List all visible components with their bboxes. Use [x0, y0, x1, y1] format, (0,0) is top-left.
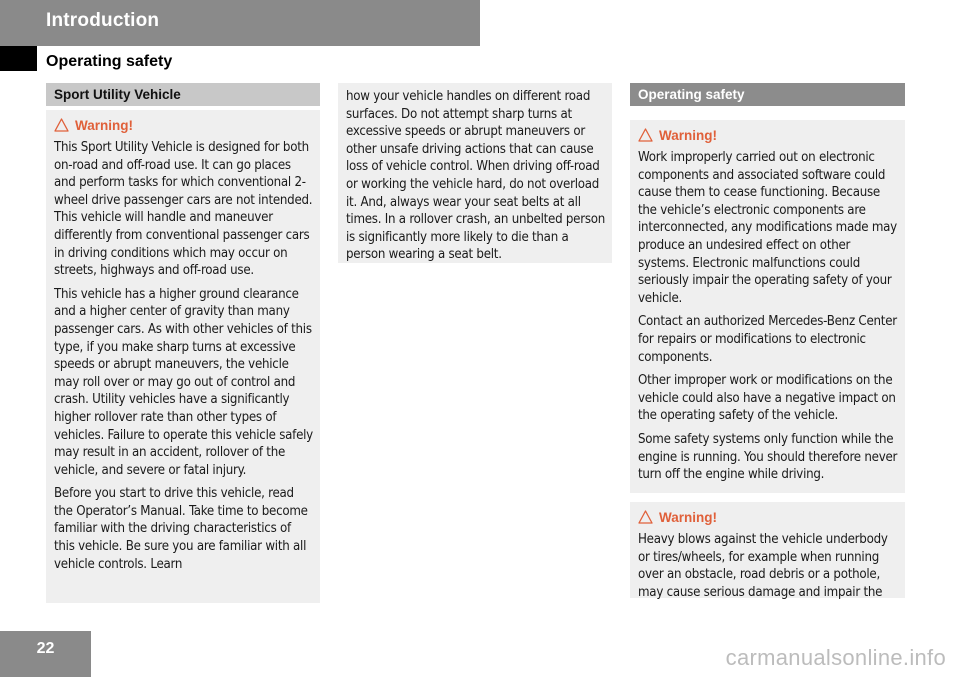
subsection-title: Operating safety — [46, 53, 173, 70]
warning-paragraph: Other improper work or modifications on the vehicle could also have a negative impact on the operating safety of the vehicle. — [638, 373, 896, 424]
watermark: carmanualsonline.info — [725, 645, 946, 670]
subsection-marker — [0, 46, 37, 71]
warning-paragraph: Heavy blows against the vehicle underbody or tires/wheels, for example when running over an obstacle, road debris or a pothole, may cause serious damage and impair the — [638, 532, 888, 600]
warning-paragraph: Before you start to drive this vehicle, read the Operator’s Manual. Take time to become familiar with the driving characteristics of this vehicle. Be sure you are familiar with all vehicle controls. Learn — [54, 486, 308, 572]
warning-label: Warning! — [75, 117, 133, 133]
warning-header — [638, 125, 899, 145]
warning-triangle-icon — [54, 118, 69, 132]
warning-paragraph: This Sport Utility Vehicle is designed for both on-road and off-road use. It can go places and perform tasks for which conventional 2-wheel drive passenger cars are not intended. This vehicle will handle and maneuver differently from conventional passenger cars in driving conditions which may occur on streets, highways and off-road use. — [54, 140, 313, 279]
sport-utility-heading: Sport Utility Vehicle — [46, 83, 320, 106]
warning-label: Warning! — [659, 509, 717, 525]
warning-paragraph: Some safety systems only function while the engine is running. You should therefore never turn off the engine while driving. — [638, 431, 898, 483]
warning-header — [54, 115, 314, 135]
warning-paragraph: how your vehicle handles on different road surfaces. Do not attempt sharp turns at excessive speeds or abrupt maneuvers or other unsafe driving actions that can cause loss of vehicle control. When driving off-road or working the vehicle hard, do not overload it. And, always wear your seat belts at all times. In a rollover crash, an unbelted person is significantly more likely to die than a person wearing a seat belt. — [346, 89, 606, 263]
section-title: Introduction — [46, 10, 160, 31]
continued-warning-panel — [338, 83, 612, 263]
warning-triangle-icon — [638, 128, 653, 142]
underbody-warning-panel — [630, 502, 905, 598]
page-number: 22 — [36, 640, 55, 657]
warning-header — [638, 507, 899, 527]
warning-paragraph: Work improperly carried out on electronic components and associated software could cause them to cease functioning. Because the vehicle’s electronic components are interconnected, any modifications made may produce an undesired effect on other systems. Electronic malfunctions could seriously impair the operating safety of your vehicle. — [638, 150, 897, 306]
sport-utility-warning-panel — [46, 110, 320, 603]
warning-paragraph: This vehicle has a higher ground clearance and a higher center of gravity than many passenger cars. As with other vehicles of this type, if you make sharp turns at excessive speeds or abrupt maneuvers, the vehicle may roll over or may go out of control and crash. Utility vehicles have a significantly higher rollover rate than other types of vehicles. Failure to operate this vehicle safely may result in an accident, rollover of the vehicle, and severe or fatal injury. — [54, 286, 313, 478]
electronics-warning-panel — [630, 120, 905, 493]
warning-label: Warning! — [659, 127, 717, 143]
warning-paragraph: Contact an authorized Mercedes-Benz Center for repairs or modifications to electronic components. — [638, 314, 897, 365]
operating-safety-heading: Operating safety — [630, 83, 905, 106]
warning-triangle-icon — [638, 510, 653, 524]
